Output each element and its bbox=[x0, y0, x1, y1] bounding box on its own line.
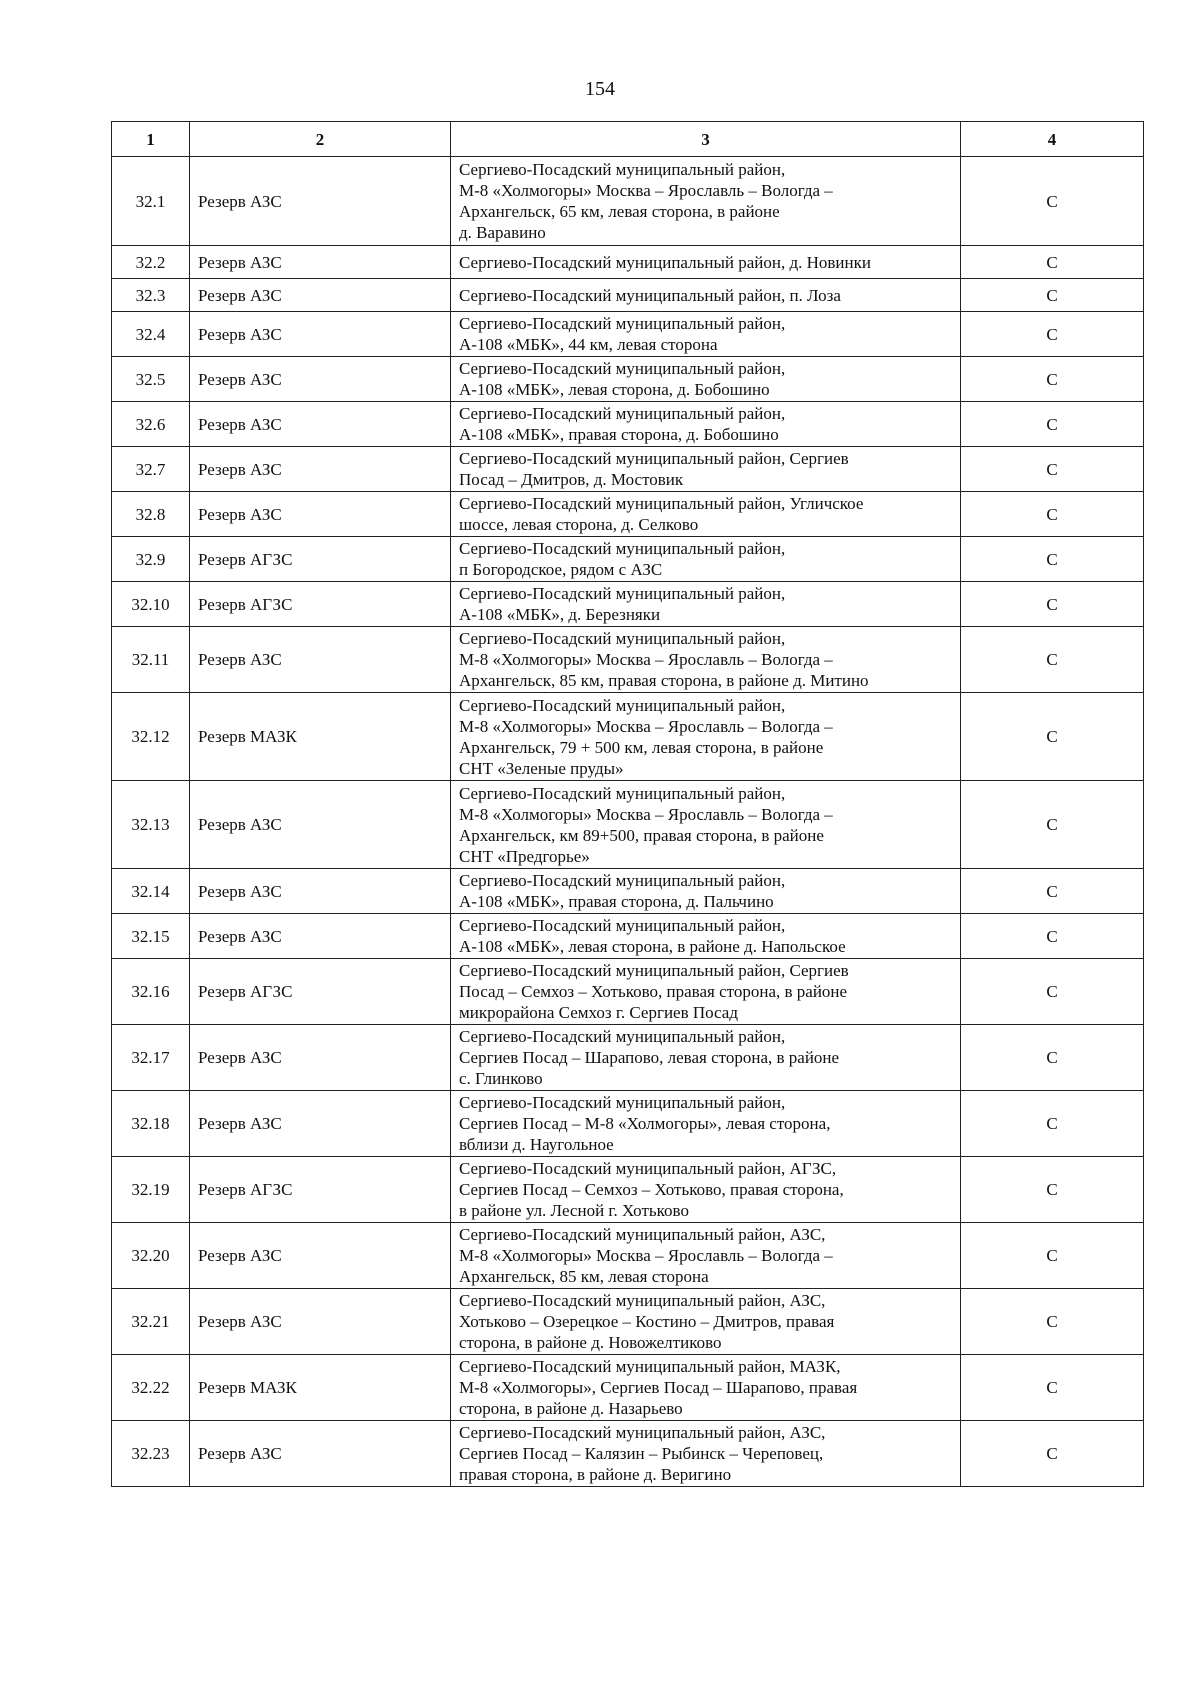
object-name: Резерв АЗС bbox=[190, 1091, 451, 1157]
row-number: 32.10 bbox=[112, 582, 190, 627]
object-name: Резерв МАЗК bbox=[190, 693, 451, 781]
table-row bbox=[112, 781, 1144, 869]
object-code: С bbox=[961, 627, 1144, 693]
table-row bbox=[112, 1157, 1144, 1223]
object-name: Резерв АГЗС bbox=[190, 582, 451, 627]
object-name: Резерв АЗС bbox=[190, 492, 451, 537]
object-code: С bbox=[961, 1025, 1144, 1091]
object-code: С bbox=[961, 312, 1144, 357]
object-address: Сергиево-Посадский муниципальный район, А-108 «МБК», левая сторона, д. Бобошино bbox=[451, 357, 961, 402]
column-header-2: 2 bbox=[190, 122, 451, 157]
object-code: С bbox=[961, 402, 1144, 447]
object-address: Сергиево-Посадский муниципальный район, Сергиев Посад – Семхоз – Хотьково, правая сторона, в районе микрорайона Семхоз г. Сергиев Посад bbox=[451, 959, 961, 1025]
object-name: Резерв АЗС bbox=[190, 402, 451, 447]
table-row bbox=[112, 157, 1144, 246]
object-address: Сергиево-Посадский муниципальный район, А-108 «МБК», правая сторона, д. Бобошино bbox=[451, 402, 961, 447]
column-header-1: 1 bbox=[112, 122, 190, 157]
object-name: Резерв АЗС bbox=[190, 312, 451, 357]
table-row bbox=[112, 312, 1144, 357]
row-number: 32.12 bbox=[112, 693, 190, 781]
table-row bbox=[112, 402, 1144, 447]
object-address: Сергиево-Посадский муниципальный район, Сергиев Посад – Шарапово, левая сторона, в районе с. Глинково bbox=[451, 1025, 961, 1091]
object-name: Резерв АЗС bbox=[190, 357, 451, 402]
table-header-row bbox=[112, 122, 1144, 157]
row-number: 32.6 bbox=[112, 402, 190, 447]
object-address: Сергиево-Посадский муниципальный район, Угличское шоссе, левая сторона, д. Селково bbox=[451, 492, 961, 537]
table-row bbox=[112, 869, 1144, 914]
object-code: С bbox=[961, 582, 1144, 627]
object-address: Сергиево-Посадский муниципальный район, М-8 «Холмогоры» Москва – Ярославль – Вологда – Архангельск, 79 + 500 км, левая сторона, в районе СНТ «Зеленые пруды» bbox=[451, 693, 961, 781]
row-number: 32.19 bbox=[112, 1157, 190, 1223]
object-address: Сергиево-Посадский муниципальный район, А-108 «МБК», 44 км, левая сторона bbox=[451, 312, 961, 357]
object-code: С bbox=[961, 447, 1144, 492]
object-code: С bbox=[961, 781, 1144, 869]
object-code: С bbox=[961, 959, 1144, 1025]
object-code: С bbox=[961, 492, 1144, 537]
row-number: 32.4 bbox=[112, 312, 190, 357]
row-number: 32.14 bbox=[112, 869, 190, 914]
object-name: Резерв АЗС bbox=[190, 246, 451, 279]
row-number: 32.1 bbox=[112, 157, 190, 246]
row-number: 32.18 bbox=[112, 1091, 190, 1157]
row-number: 32.23 bbox=[112, 1421, 190, 1487]
row-number: 32.9 bbox=[112, 537, 190, 582]
table-row bbox=[112, 1355, 1144, 1421]
object-address: Сергиево-Посадский муниципальный район, п. Лоза bbox=[451, 279, 961, 312]
object-name: Резерв АГЗС bbox=[190, 1157, 451, 1223]
object-address: Сергиево-Посадский муниципальный район, А-108 «МБК», д. Березняки bbox=[451, 582, 961, 627]
object-address: Сергиево-Посадский муниципальный район, АГЗС, Сергиев Посад – Семхоз – Хотьково, правая сторона, в районе ул. Лесной г. Хотьково bbox=[451, 1157, 961, 1223]
row-number: 32.15 bbox=[112, 914, 190, 959]
row-number: 32.5 bbox=[112, 357, 190, 402]
table-row bbox=[112, 914, 1144, 959]
page-number: 154 bbox=[585, 78, 615, 100]
object-code: С bbox=[961, 693, 1144, 781]
row-number: 32.11 bbox=[112, 627, 190, 693]
table-row bbox=[112, 959, 1144, 1025]
object-code: С bbox=[961, 1421, 1144, 1487]
object-address: Сергиево-Посадский муниципальный район, АЗС, Сергиев Посад – Калязин – Рыбинск – Череповец, правая сторона, в районе д. Веригино bbox=[451, 1421, 961, 1487]
object-name: Резерв АЗС bbox=[190, 627, 451, 693]
object-address: Сергиево-Посадский муниципальный район, М-8 «Холмогоры» Москва – Ярославль – Вологда – Архангельск, 85 км, правая сторона, в районе д. Митино bbox=[451, 627, 961, 693]
object-code: С bbox=[961, 1157, 1144, 1223]
object-code: С bbox=[961, 1355, 1144, 1421]
object-name: Резерв АЗС bbox=[190, 914, 451, 959]
object-code: С bbox=[961, 1289, 1144, 1355]
row-number: 32.20 bbox=[112, 1223, 190, 1289]
object-code: С bbox=[961, 869, 1144, 914]
object-code: С bbox=[961, 279, 1144, 312]
document-table bbox=[111, 121, 1144, 1487]
object-address: Сергиево-Посадский муниципальный район, п Богородское, рядом с АЗС bbox=[451, 537, 961, 582]
table-row bbox=[112, 627, 1144, 693]
table-row bbox=[112, 1025, 1144, 1091]
object-name: Резерв АГЗС bbox=[190, 959, 451, 1025]
object-code: С bbox=[961, 914, 1144, 959]
object-name: Резерв АЗС bbox=[190, 1421, 451, 1487]
column-header-3: 3 bbox=[451, 122, 961, 157]
row-number: 32.22 bbox=[112, 1355, 190, 1421]
object-name: Резерв АЗС bbox=[190, 1223, 451, 1289]
row-number: 32.17 bbox=[112, 1025, 190, 1091]
table-row bbox=[112, 447, 1144, 492]
row-number: 32.3 bbox=[112, 279, 190, 312]
object-code: С bbox=[961, 357, 1144, 402]
row-number: 32.13 bbox=[112, 781, 190, 869]
table-row bbox=[112, 492, 1144, 537]
table-row bbox=[112, 1091, 1144, 1157]
object-address: Сергиево-Посадский муниципальный район, А-108 «МБК», левая сторона, в районе д. Напольское bbox=[451, 914, 961, 959]
object-name: Резерв МАЗК bbox=[190, 1355, 451, 1421]
table-row bbox=[112, 1223, 1144, 1289]
object-name: Резерв АЗС bbox=[190, 157, 451, 246]
table-row bbox=[112, 582, 1144, 627]
object-name: Резерв АГЗС bbox=[190, 537, 451, 582]
object-name: Резерв АЗС bbox=[190, 1025, 451, 1091]
object-name: Резерв АЗС bbox=[190, 781, 451, 869]
object-name: Резерв АЗС bbox=[190, 869, 451, 914]
row-number: 32.21 bbox=[112, 1289, 190, 1355]
row-number: 32.7 bbox=[112, 447, 190, 492]
table-row bbox=[112, 537, 1144, 582]
object-code: С bbox=[961, 1091, 1144, 1157]
table-body bbox=[112, 157, 1144, 1487]
object-name: Резерв АЗС bbox=[190, 1289, 451, 1355]
object-address: Сергиево-Посадский муниципальный район, М-8 «Холмогоры» Москва – Ярославль – Вологда – Архангельск, 65 км, левая сторона, в районе д. Варавино bbox=[451, 157, 961, 246]
table-row bbox=[112, 357, 1144, 402]
column-header-4: 4 bbox=[961, 122, 1144, 157]
table-row bbox=[112, 1421, 1144, 1487]
object-address: Сергиево-Посадский муниципальный район, АЗС, М-8 «Холмогоры» Москва – Ярославль – Вологда – Архангельск, 85 км, левая сторона bbox=[451, 1223, 961, 1289]
table-row bbox=[112, 1289, 1144, 1355]
object-address: Сергиево-Посадский муниципальный район, Сергиев Посад – Дмитров, д. Мостовик bbox=[451, 447, 961, 492]
object-address: Сергиево-Посадский муниципальный район, М-8 «Холмогоры» Москва – Ярославль – Вологда – Архангельск, км 89+500, правая сторона, в районе СНТ «Предгорье» bbox=[451, 781, 961, 869]
object-code: С bbox=[961, 1223, 1144, 1289]
object-address: Сергиево-Посадский муниципальный район, АЗС, Хотьково – Озерецкое – Костино – Дмитров, правая сторона, в районе д. Новожелтиково bbox=[451, 1289, 961, 1355]
table-row bbox=[112, 279, 1144, 312]
table-row bbox=[112, 246, 1144, 279]
object-code: С bbox=[961, 246, 1144, 279]
object-code: С bbox=[961, 157, 1144, 246]
object-address: Сергиево-Посадский муниципальный район, МАЗК, М-8 «Холмогоры», Сергиев Посад – Шарапово, правая сторона, в районе д. Назарьево bbox=[451, 1355, 961, 1421]
object-name: Резерв АЗС bbox=[190, 279, 451, 312]
object-name: Резерв АЗС bbox=[190, 447, 451, 492]
object-address: Сергиево-Посадский муниципальный район, А-108 «МБК», правая сторона, д. Пальчино bbox=[451, 869, 961, 914]
object-address: Сергиево-Посадский муниципальный район, Сергиев Посад – М-8 «Холмогоры», левая сторона, вблизи д. Наугольное bbox=[451, 1091, 961, 1157]
row-number: 32.8 bbox=[112, 492, 190, 537]
table-row bbox=[112, 693, 1144, 781]
row-number: 32.16 bbox=[112, 959, 190, 1025]
object-address: Сергиево-Посадский муниципальный район, д. Новинки bbox=[451, 246, 961, 279]
row-number: 32.2 bbox=[112, 246, 190, 279]
object-code: С bbox=[961, 537, 1144, 582]
